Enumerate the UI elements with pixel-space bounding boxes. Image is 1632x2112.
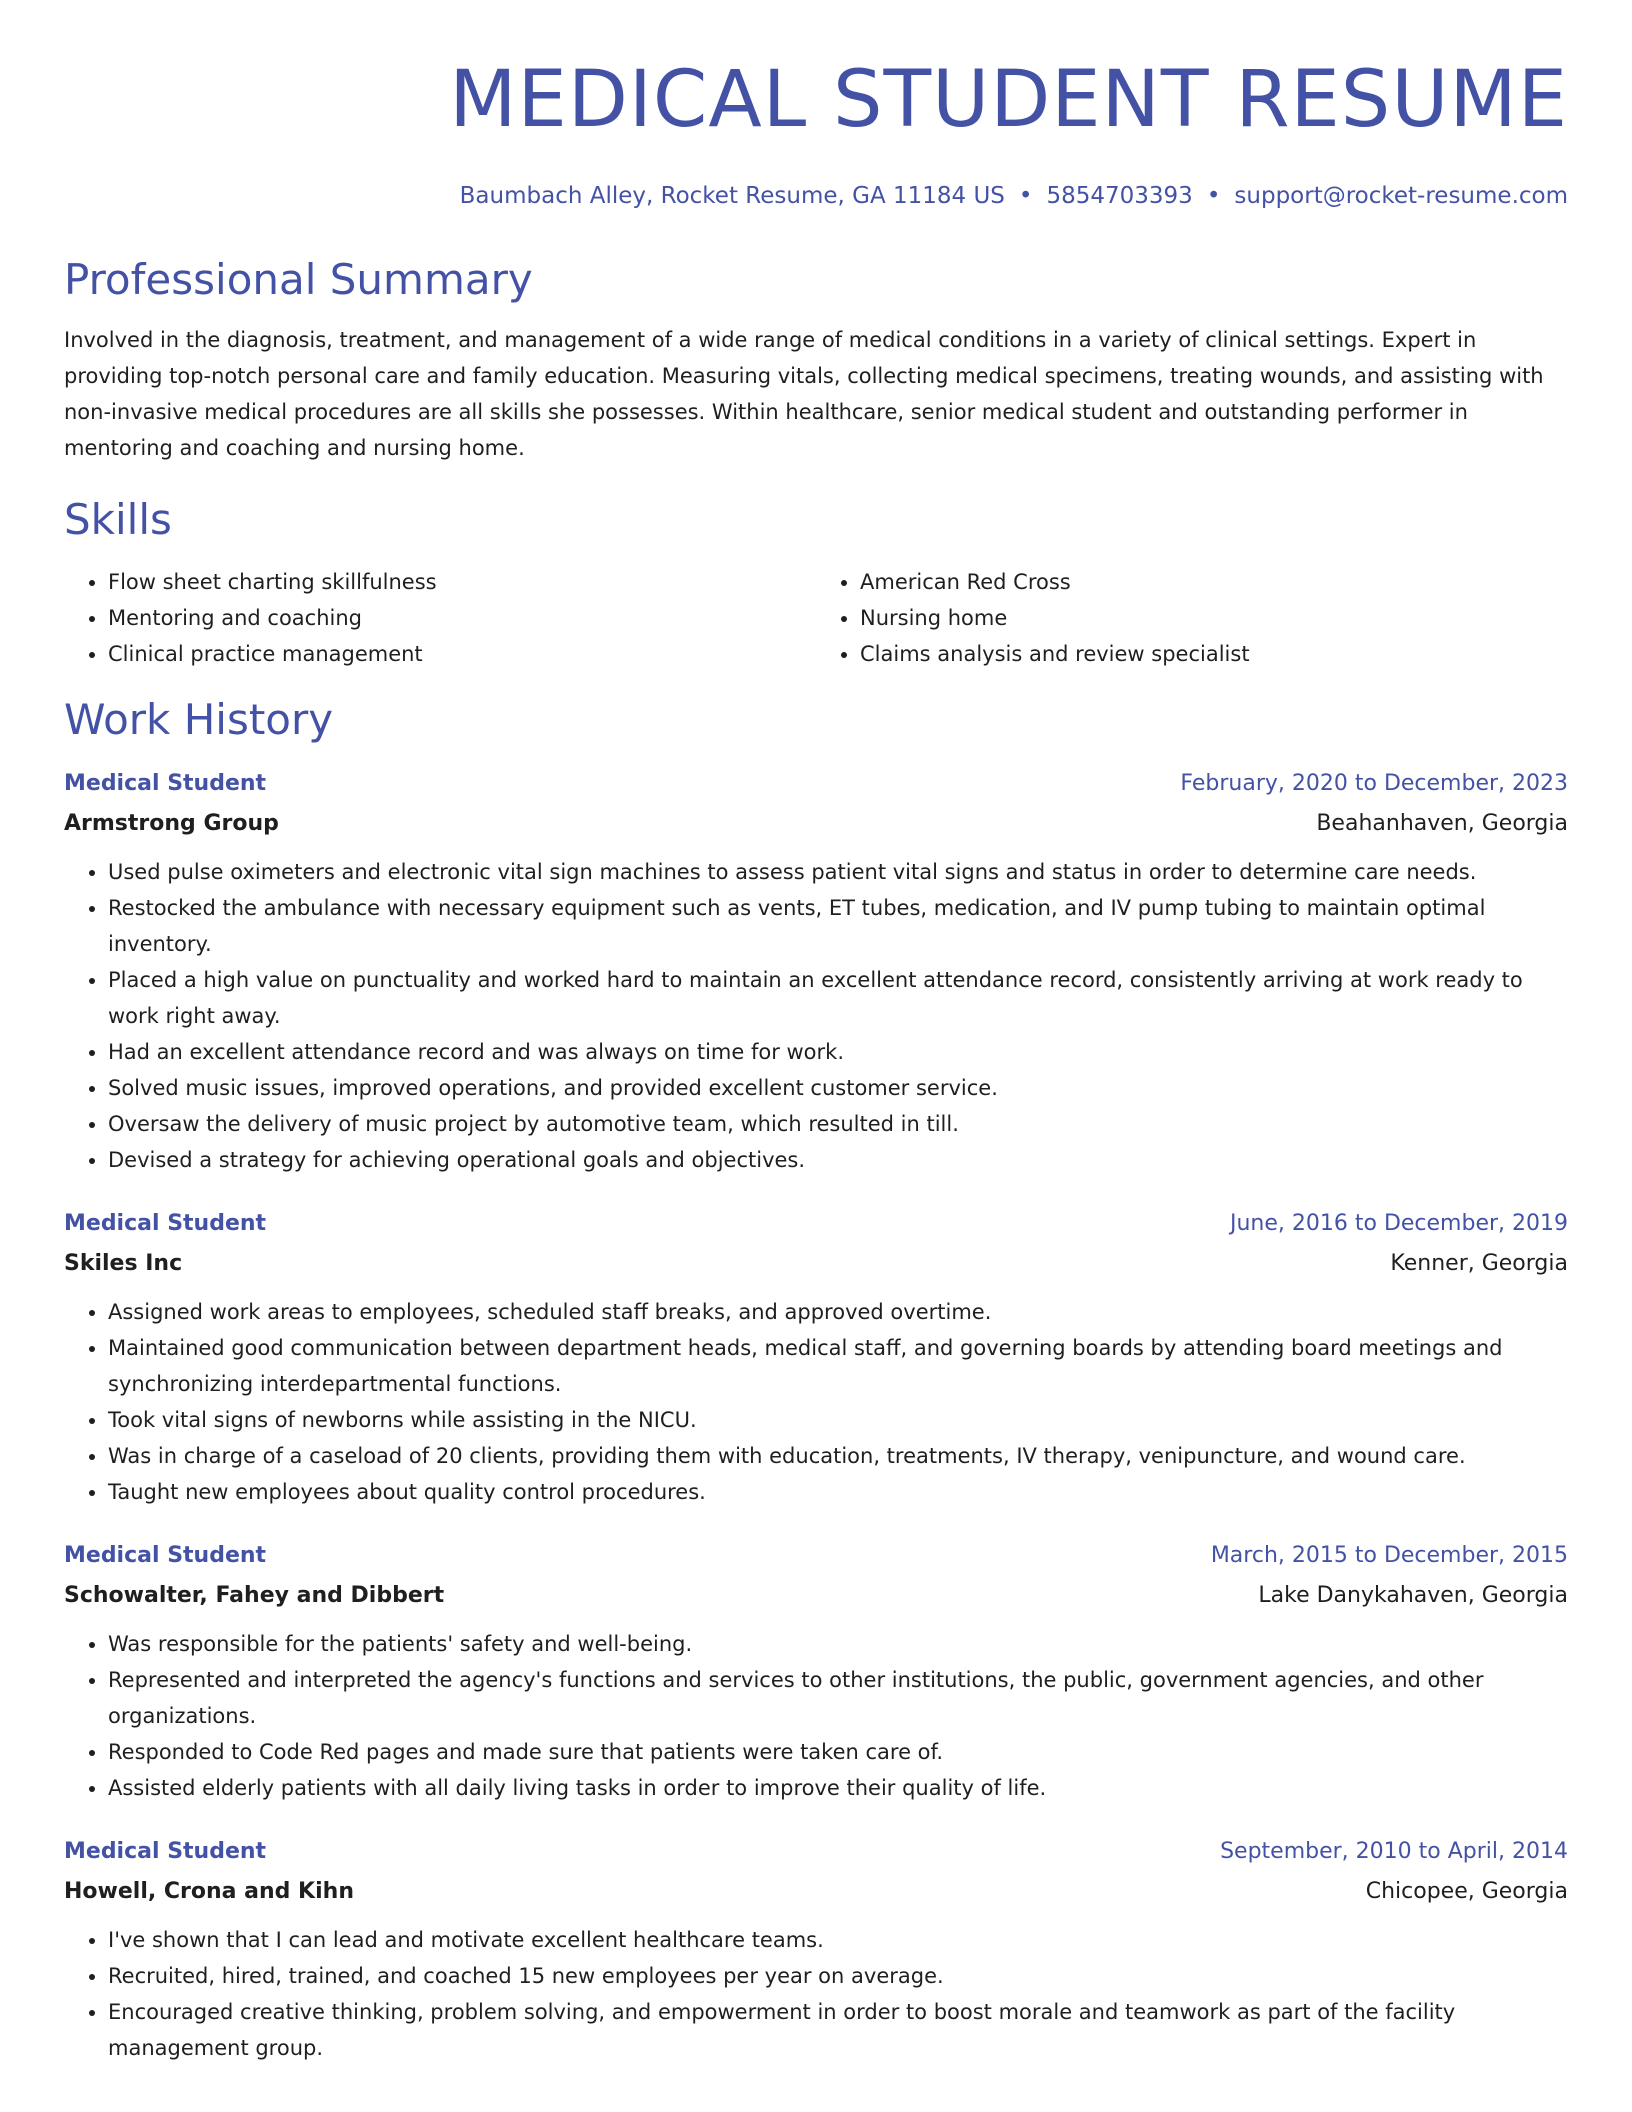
skill-item: • Mentoring and coaching [108,600,816,636]
job-header-row [64,1206,1568,1242]
job-header-row [64,1538,1568,1574]
job-location: Lake Danykahaven, Georgia [1258,1583,1568,1608]
job-bullet: • Was in charge of a caseload of 20 clients, providing them with education, treatments, IV therapy, venipuncture, and wound care. [108,1438,1568,1474]
job-subheader-row [64,1574,1568,1614]
skills-heading: Skills [64,495,172,544]
job-header-row [64,1834,1568,1870]
work-history-heading: Work History [64,695,334,744]
skill-item: • Nursing home [860,600,1568,636]
job-title: Medical Student [64,1543,267,1568]
job-company: Armstrong Group [64,811,279,836]
skill-item: • Clinical practice management [108,636,816,672]
contact-line [64,180,1568,212]
skill-item: • Claims analysis and review specialist [860,636,1568,672]
contact-separator: • [1206,183,1221,209]
job-bullet: • Used pulse oximeters and electronic vital sign machines to assess patient vital signs and status in order to determine care needs. [108,854,1568,890]
job-company: Schowalter, Fahey and Dibbert [64,1583,445,1608]
job-subheader-row [64,1242,1568,1282]
job-bullet: • Solved music issues, improved operations, and provided excellent customer service. [108,1070,1568,1106]
contact-address: Baumbach Alley, Rocket Resume, GA 11184 US [459,183,1005,209]
job-bullet: • Was responsible for the patients' safety and well-being. [108,1626,1568,1662]
job-bullet: • Assigned work areas to employees, scheduled staff breaks, and approved overtime. [108,1294,1568,1330]
job-dates: June, 2016 to December, 2019 [1229,1211,1568,1236]
contact-email[interactable]: support@rocket-resume.com [1234,183,1568,209]
job-company: Howell, Crona and Kihn [64,1879,354,1904]
job-location: Kenner, Georgia [1390,1251,1568,1276]
skills-list-left [64,564,816,672]
job-bullet: • Oversaw the delivery of music project by automotive team, which resulted in till. [108,1106,1568,1142]
job-entry [64,1538,1568,1806]
resume-title: MEDICAL STUDENT RESUME [449,55,1568,145]
job-location: Beahanhaven, Georgia [1316,811,1568,836]
job-dates: March, 2015 to December, 2015 [1210,1543,1568,1568]
job-entry [64,1834,1568,2066]
job-subheader-row [64,1870,1568,1910]
job-title: Medical Student [64,1211,267,1236]
job-subheader-row [64,802,1568,842]
summary-heading: Professional Summary [64,255,533,304]
job-bullet: • I've shown that I can lead and motivate excellent healthcare teams. [108,1922,1568,1958]
job-bullet: • Responded to Code Red pages and made sure that patients were taken care of. [108,1734,1568,1770]
skill-item: • American Red Cross [860,564,1568,600]
job-bullet: • Devised a strategy for achieving operational goals and objectives. [108,1142,1568,1178]
job-bullet: • Maintained good communication between department heads, medical staff, and governing boards by attending board meetings and synchronizing interdepartmental functions. [108,1330,1568,1402]
skill-item: • Flow sheet charting skillfulness [108,564,816,600]
job-entry [64,766,1568,1178]
skills-list-right [816,564,1568,672]
job-bullets [64,1294,1568,1510]
job-bullet: • Had an excellent attendance record and was always on time for work. [108,1034,1568,1070]
job-location: Chicopee, Georgia [1365,1879,1568,1904]
job-bullets [64,1626,1568,1806]
job-bullet: • Restocked the ambulance with necessary equipment such as vents, ET tubes, medication, and IV pump tubing to maintain optimal inventory. [108,890,1568,962]
job-bullets [64,854,1568,1178]
job-entry [64,1206,1568,1510]
job-bullet: • Placed a high value on punctuality and worked hard to maintain an excellent attendance record, consistently arriving at work ready to work right away. [108,962,1568,1034]
job-company: Skiles Inc [64,1251,183,1276]
job-dates: September, 2010 to April, 2014 [1220,1839,1568,1864]
job-bullet: • Encouraged creative thinking, problem solving, and empowerment in order to boost morale and teamwork as part of the facility management group. [108,1994,1568,2066]
job-title: Medical Student [64,771,267,796]
resume-page [64,0,1568,2066]
contact-phone[interactable]: 5854703393 [1046,183,1193,209]
job-bullet: • Recruited, hired, trained, and coached 15 new employees per year on average. [108,1958,1568,1994]
skills-grid [64,564,1568,672]
job-bullet: • Assisted elderly patients with all daily living tasks in order to improve their quality of life. [108,1770,1568,1806]
job-title: Medical Student [64,1839,267,1864]
job-bullets [64,1922,1568,2066]
contact-separator: • [1018,183,1033,209]
job-header-row [64,766,1568,802]
job-bullet: • Represented and interpreted the agency's functions and services to other institutions, the public, government agencies, and other organizations. [108,1662,1568,1734]
job-bullet: • Taught new employees about quality control procedures. [108,1474,1568,1510]
job-bullet: • Took vital signs of newborns while assisting in the NICU. [108,1402,1568,1438]
summary-text: Involved in the diagnosis, treatment, and management of a wide range of medical conditions in a variety of clinical settings. Expert in providing top-notch personal care and family education. Measuring vitals, collecting medical specimens, treating wounds, and assisting with non-invasive medical procedures are all skills she possesses. Within healthcare, senior medical student and outstanding performer in mentoring and coaching and nursing home. [64,328,1544,460]
job-dates: February, 2020 to December, 2023 [1180,771,1568,796]
